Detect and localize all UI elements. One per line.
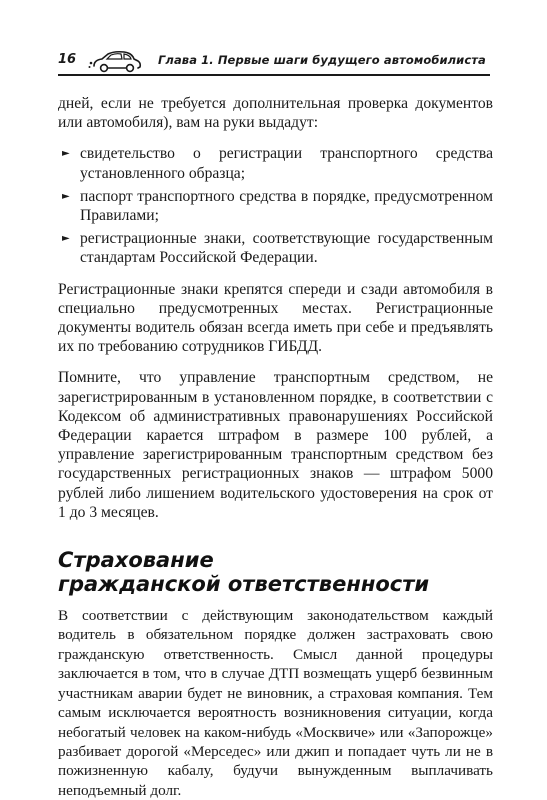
list-item (58, 144, 493, 182)
car-icon (88, 50, 144, 74)
section-heading-line-1: Страхование (58, 548, 214, 573)
list-item-text: паспорт транспортного средства в порядке, предусмотренном Правилами; (80, 187, 493, 225)
section-heading (58, 548, 493, 596)
page-number: 16 (58, 52, 77, 67)
page-content (58, 94, 493, 800)
list-item (58, 229, 493, 267)
bullet-icon: ► (62, 233, 70, 245)
document-list (58, 144, 493, 267)
paragraph-penalties: Помните, что управление транспортным средством, не зарегистрированным в установленном порядке, в соответствии с Кодексом об административных правонарушениях Российской Федерации карается штрафом в размере 100 рублей, а управление зарегистрированным транспортным средством без государственных регистрационных знаков — штрафом 5000 рублей либо лишением водительского удостоверения на срок от 1 до 3 месяцев. (58, 369, 493, 521)
list-item-text: регистрационные знаки, соответствующие государственным стандартам Российской Федерации. (80, 230, 493, 267)
bullet-icon: ► (62, 190, 70, 202)
paragraph-continuation: дней, если не требуется дополнительная проверка документов или автомобиля), вам на руки выдадут: (58, 95, 493, 132)
paragraph-insurance: В соответствии с действующим законодательством каждый водитель в обязательном порядке должен застраховать свою гражданскую ответственность. Смысл данной процедуры заключается в том, что в случае ДТП возмещать ущерб безвинным участникам аварии будет не виновник, а страховая компания. Тем самым исключается вероятность возникновения ситуации, когда небогатый человек на каком-нибудь «Москвиче» или «Запорожце» разбивает дорогой «Мерседес» или джип и попадает чуть ли не в пожизненную кабалу, будучи вынужденным выплачивать неподъемный долг. (58, 607, 493, 799)
running-header (58, 50, 490, 78)
section-heading-line-2: гражданской ответственности (58, 572, 430, 597)
list-item-text: свидетельство о регистрации транспортного средства установленного образца; (80, 145, 493, 182)
header-rule (58, 74, 490, 76)
paragraph-registration-plates: Регистрационные знаки крепятся спереди и сзади автомобиля в специально предусмотренных местах. Регистрационные документы водитель обязан всегда иметь при себе и предъявлять их по требованию сотрудников ГИБДД. (58, 280, 493, 356)
list-item (58, 187, 493, 225)
bullet-icon: ► (62, 148, 70, 160)
chapter-title: Глава 1. Первые шаги будущего автомобилиста (158, 53, 486, 67)
